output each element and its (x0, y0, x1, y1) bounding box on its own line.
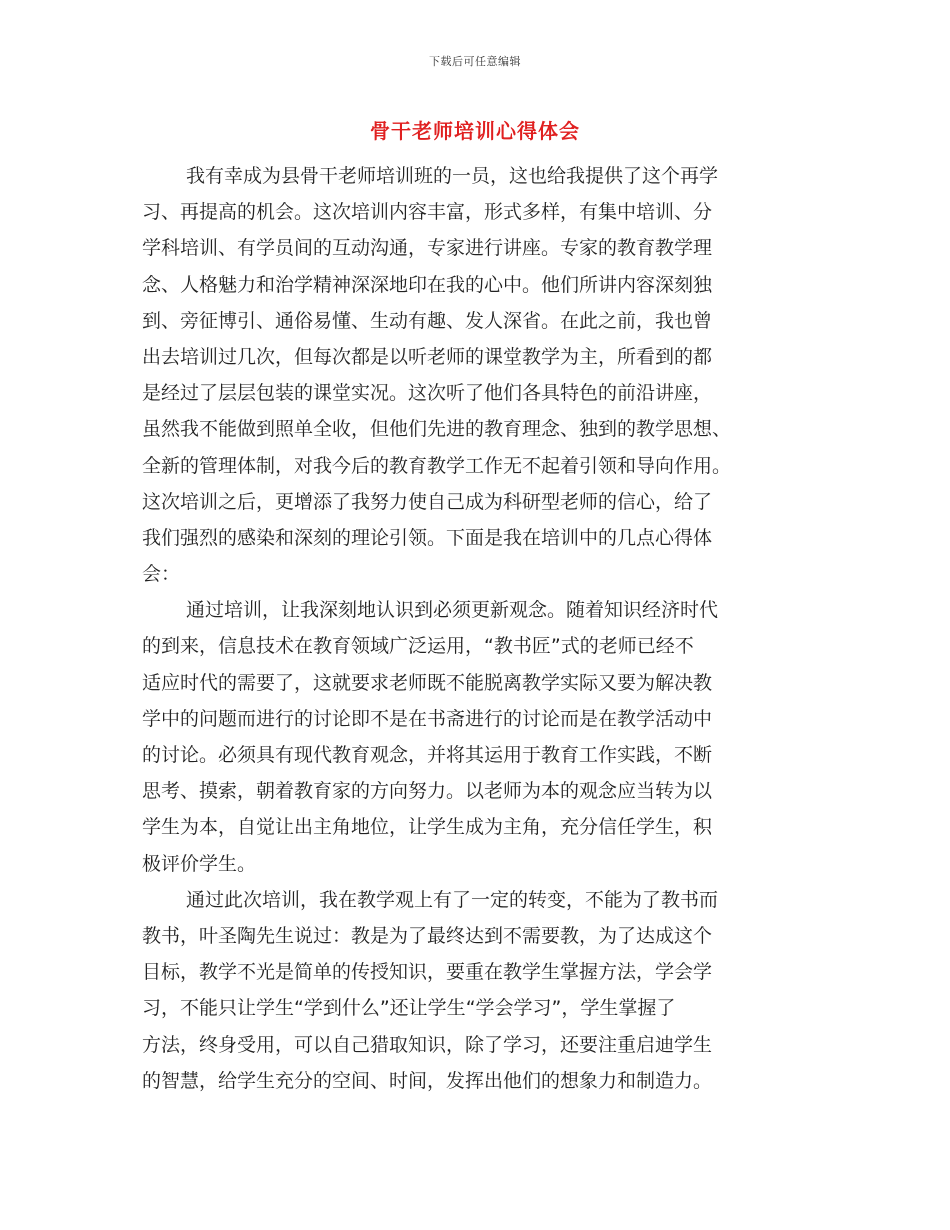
text-line: 目标，教学不光是简单的传授知识，要重在教学生掌握方法，学会学 (142, 961, 713, 984)
text-line: 的讨论。必须具有现代教育观念，并将其运用于教育工作实践，不断 (142, 744, 713, 766)
paragraph-1 (142, 158, 807, 592)
text-line: 我们强烈的感染和深刻的理论引领。下面是我在培训中的几点心得体 (142, 526, 713, 549)
text-line: 这次培训之后，更增添了我努力使自己成为科研型老师的信心，给了 (142, 490, 713, 513)
text-line: 会： (142, 563, 181, 586)
text-line: 通过此次培训，我在教学观上有了一定的转变，不能为了教书而 (186, 888, 719, 911)
paragraph-2 (142, 592, 807, 882)
text-line: 学中的问题而进行的讨论即不是在书斋进行的讨论而是在教学活动中 (142, 707, 713, 730)
text-line: 念、人格魅力和治学精神深深地印在我的心中。他们所讲内容深刻独 (142, 273, 713, 296)
text-line: 学生为本，自觉让出主角地位，让学生成为主角，充分信任学生，积 (142, 816, 713, 839)
text-line: 的智慧，给学生充分的空间、时间，发挥出他们的想象力和制造力。 (142, 1069, 713, 1092)
text-line: 我有幸成为县骨干老师培训班的一员，这也给我提供了这个再学 (186, 165, 719, 187)
text-line: 方法，终身受用，可以自己猎取知识，除了学习，还要注重启迪学生 (142, 1033, 713, 1056)
text-line: 虽然我不能做到照单全收，但他们先进的教育理念、独到的教学思想、 (142, 418, 732, 441)
document-title: 骨干老师培训心得体会 (370, 119, 580, 143)
text-line: 教书，叶圣陶先生说过：教是为了最终达到不需要教，为了达成这个 (142, 924, 713, 947)
text-line: 适应时代的需要了，这就要求老师既不能脱离教学实际又要为解决教 (142, 671, 713, 694)
text-line: 通过培训，让我深刻地认识到必须更新观念。随着知识经济时代 (186, 599, 719, 622)
text-line: 全新的管理体制，对我今后的教育教学工作无不起着引领和导向作用。 (142, 454, 732, 477)
header-note: 下载后可任意编辑 (429, 55, 521, 68)
text-line: 学科培训、有学员间的互动沟通，专家进行讲座。专家的教育教学理 (142, 237, 713, 260)
text-line: 习、再提高的机会。这次培训内容丰富，形式多样，有集中培训、分 (142, 201, 713, 224)
text-line: 的到来，信息技术在教育领域广泛运用，“教书匠”式的老师已经不 (142, 635, 694, 658)
text-line: 习，不能只让学生“学到什么”还让学生“学会学习”，学生掌握了 (142, 997, 676, 1020)
text-line: 思考、摸索，朝着教育家的方向努力。以老师为本的观念应当转为以 (142, 780, 713, 803)
text-line: 到、旁征博引、通俗易懂、生动有趣、发人深省。在此之前，我也曾 (142, 309, 713, 332)
text-line: 是经过了层层包装的课堂实况。这次听了他们各具特色的前沿讲座， (142, 382, 713, 405)
document-body (142, 158, 807, 1099)
text-line: 出去培训过几次，但每次都是以听老师的课堂教学为主，所看到的都 (142, 345, 713, 368)
text-line: 极评价学生。 (142, 852, 257, 875)
paragraph-3 (142, 882, 807, 1099)
